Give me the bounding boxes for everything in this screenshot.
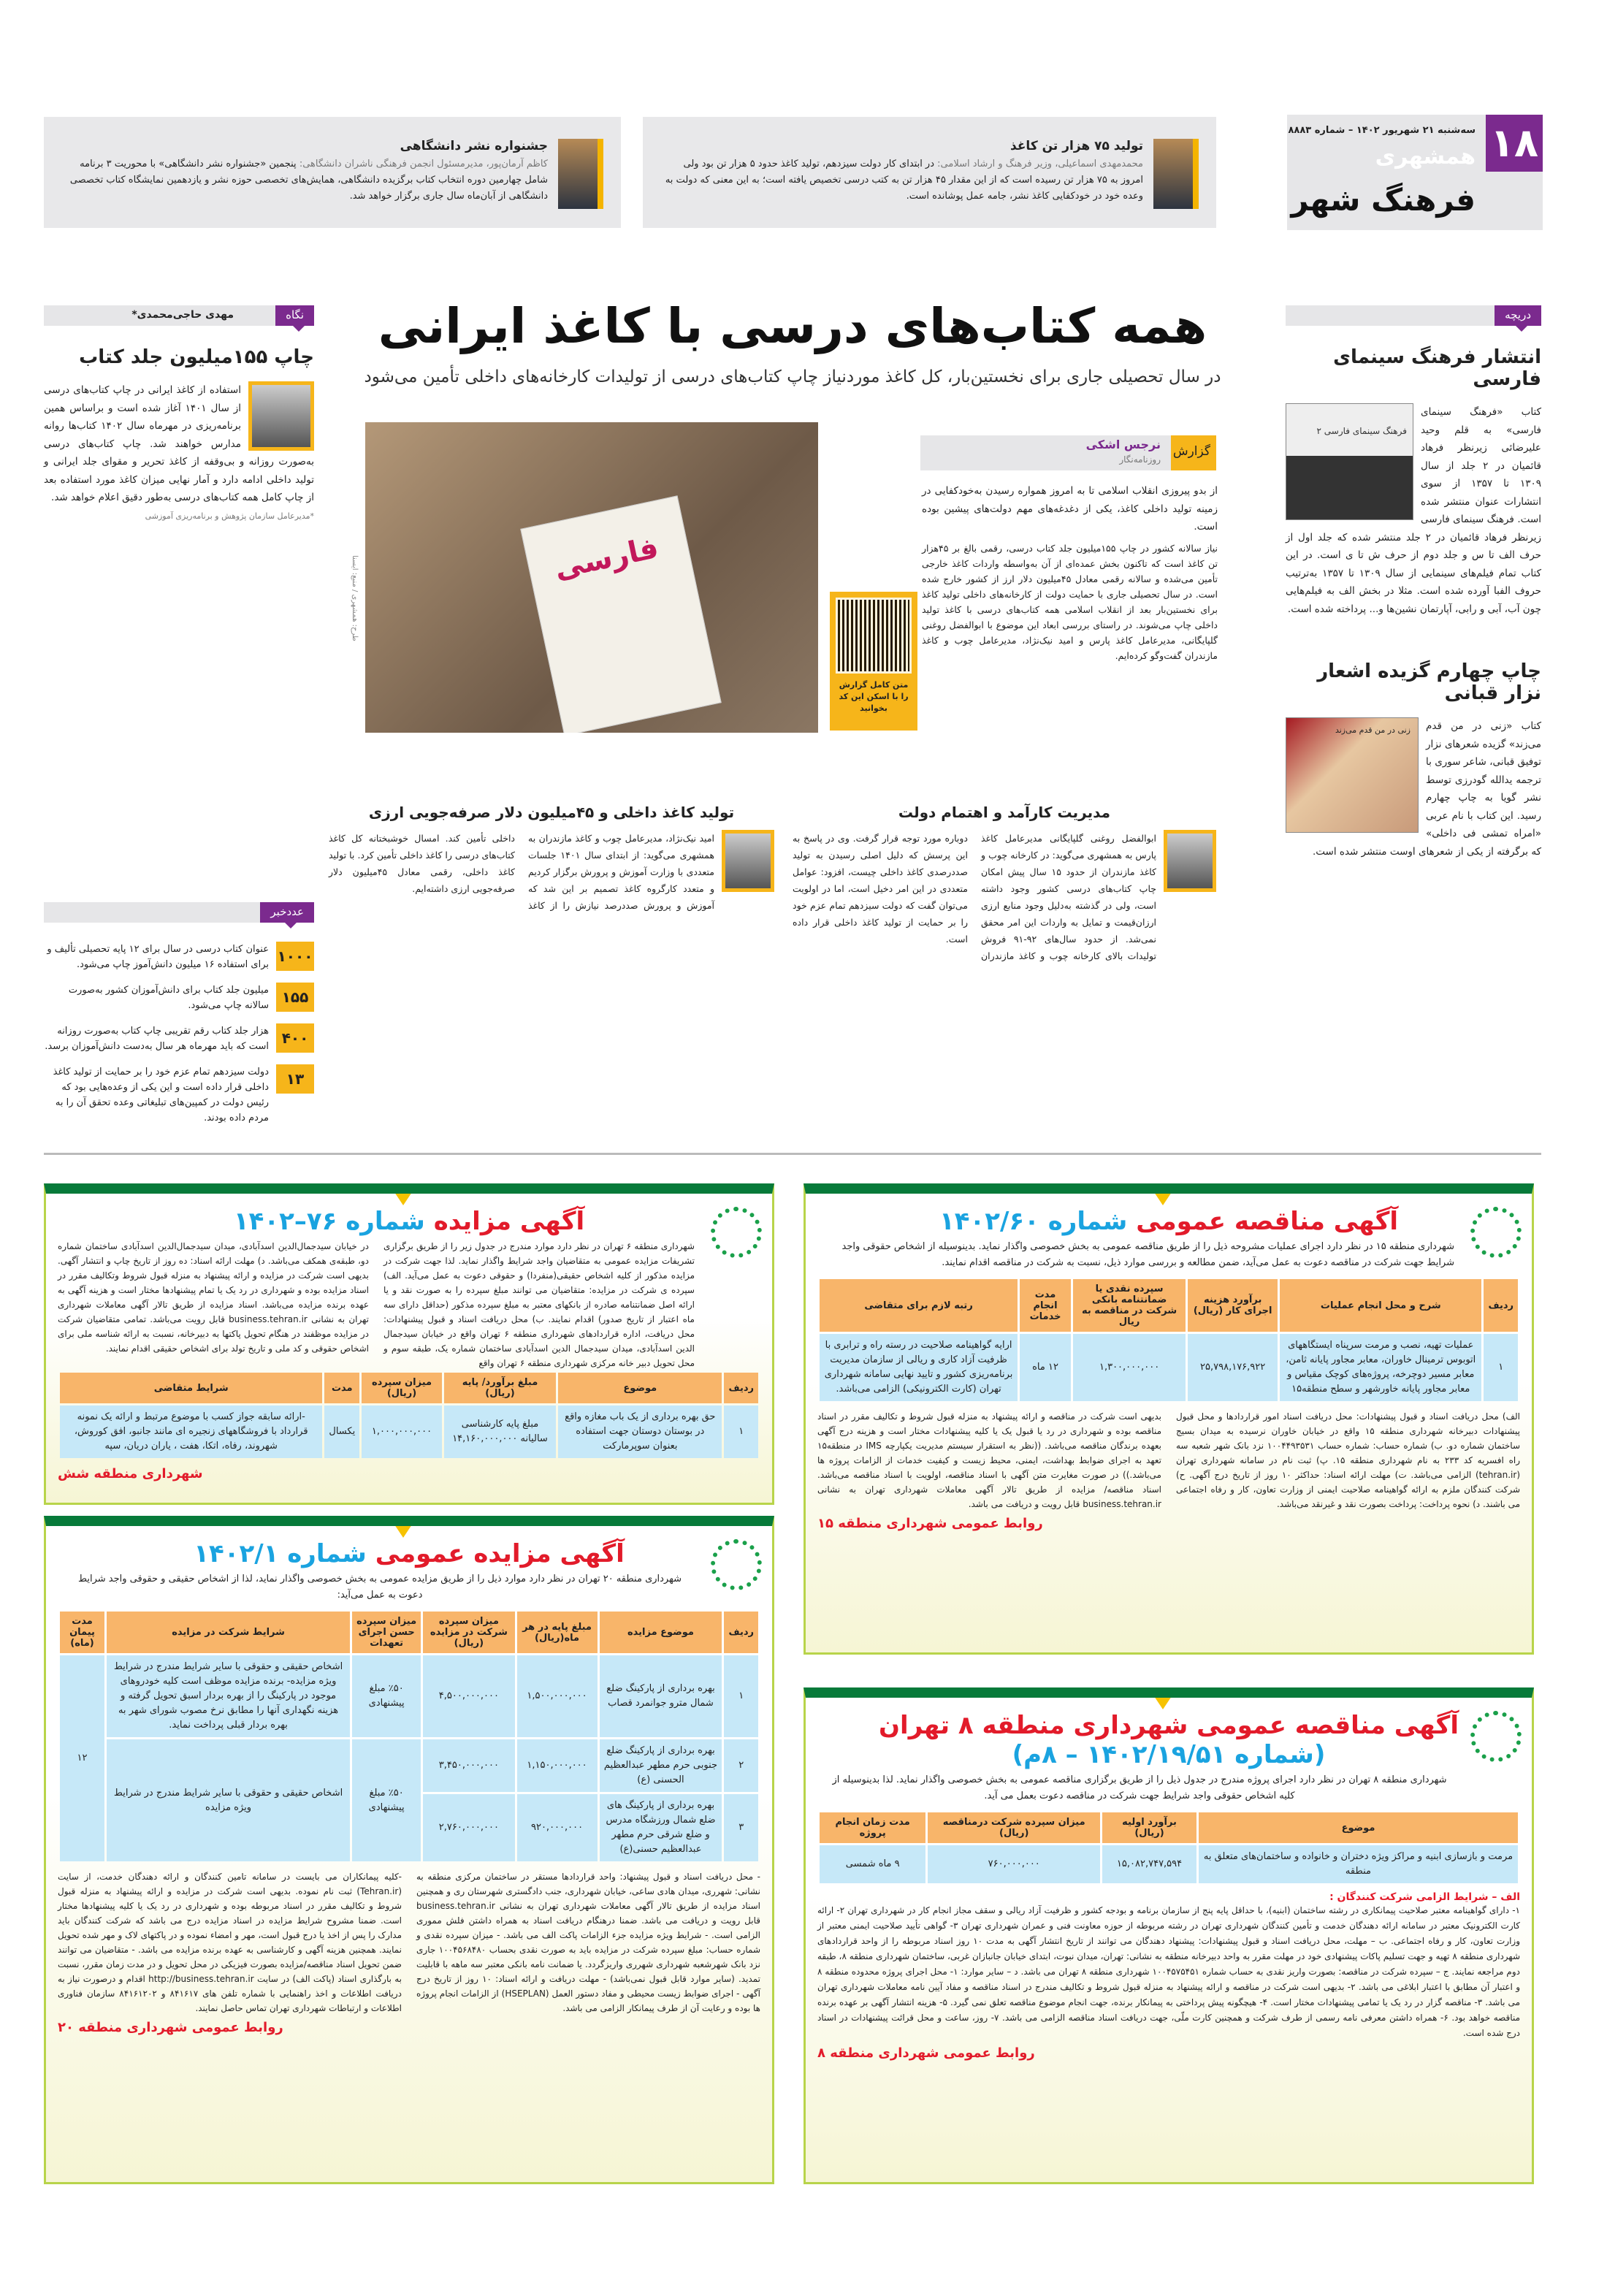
interviewee-photo [1164,830,1216,892]
interviewee-photo [722,830,774,892]
1-0: ۲ [724,1739,758,1792]
a8-cond: ۱- دارای گواهینامه معتبر صلاحیت پیمانکاری در رشته ساختمان (ابنیه)، با حداقل پایه پنج از سازمان برنامه و بودجه کشور و ظرفیت آزاد ریالی و سقف مجاز انجام کار در شهرداری تهران ۲- ارائه کارت الکترونیک معتبر در سامانه ارائه دهندگان خدمت و تأمین کنندگان شهرداری تهران در رشته مربوطه از حوزه معاونت فنی و عمران شهرداری تهران ۳- گواهی تأیید صلاحیت ایمنی معتبر از وزارت تعاون، کار و رفاه اجتماعی. ب – مهلت، محل دریافت اسناد و قبول پیشنهادات: پیشنهاد دهندگان می توانند از تاریخ انتشار آگهی به مدت ۱۰ روز اسناد مربوطه را از واحد قراردادهای شهرداری منطقه ۸ تهیه و جهت تسلیم پاکات پیشنهادی خود در مهلت مقرر به واحد دبیرخانه منطقه به نشانی: تهران، میدان نبوت، ابتدای خیابان جانبازان غربی، ساختمان شهرداری منطقه ۸، طبقه دوم مراجعه نمایند. ج – سپرده شرکت در مناقصه: بصورت واریز نقدی به حساب شماره ۱۰۰۴۵۷۵۴۵۱ شهرداری منطقه ۸ تهران می باشد. د – سایر موارد: ۱- محل اجرای پروژه محدوده منطقه ۸ و اعتبار آن مطابق با اعتبار ابلاغی می باشد. ۲- بدیهی است شرکت در مناقصه و ارائه پیشنهاد به منزله قبول شروط و تکالیف مندرج در اسناد مناقصه و مفاد آیین نامه معاملات شهرداری تهران می باشد. ۳- مناقصه گزار در رد یک یا تمامی پیشنهادات مختار است. ۴- هیچگونه پیش پرداختی به پیمانکار برنده، جهت انجام موضوع مناقصه تعلق نمی گیرد. ۵- هزینه انتشار آگهی بر عهده برنده مناقصه خواهد بود. ۶- همراه داشتن معرفی نامه رسمی از طرف شرکت و همچنین کارت ملّی، جهت دریافت اسناد مناقصه الزامی می باشد. ۷- روز، ساعت و محل قرائت پیشنهادات در اسناد درج شده است. [817,1905,1520,2038]
book-cover-image [1286,717,1419,833]
headers-3: مدت زمان انجام پروژه [820,1812,925,1843]
0-4: ٪۵۰ مبلغ پیشنهادی [352,1655,421,1737]
quote-box-paper [643,117,1216,228]
section-tag: نگاه [275,305,314,326]
quote-text: پنجمین «جشنواره نشر دانشگاهی» با محوریت ۳ برنامه شامل چهارمین دوره انتخاب کتاب برگزیده دانشگاهی، همایش‌های تخصصی حوزه نشر و یازدهمین نمایشگاه کتاب تخصصی دانشگاهی از آبان‌ماه سال جاری برگزار خواهد شد. [69,159,548,202]
left-column [44,305,314,521]
0-2: ۲۵,۷۹۸,۱۷۶,۹۲۲ [1188,1334,1278,1401]
headers-6: مدت پیمان (ماه) [60,1612,104,1653]
article-body: کتاب «فرهنگ سینمای فارسی» به قلم وحید علیرضائی زیرنظر فرهاد قائمیان در ۲ جلد از سال ۱۳۰۹ تا ۱۳۵۷ از سوی انتشارات عنوان منتشر شده است. فرهنگ سینمای فارسی زیرنظر فرهاد قائمیان در ۲ جلد منتشر شده که جلد اول از حرف الف تا س و جلد دوم از حرف ش تا ی است. در این کتاب تمام فیلم‌های سینمایی از سال ۱۳۰۹ تا ۱۳۵۷ به‌ترتیب حروف الفبا آورده شده است. مثلا در بخش الف به فیلم‌هایی چون آب، آبی و رابی، آپارتمان نشین‌ها و... پرداخته شده است. [1286,406,1542,615]
table-row [820,1334,1518,1401]
ad-tender-region15 [804,1183,1534,1655]
quote-source: محمدمهدی اسماعیلی، وزیر فرهنگ و ارشاد اسلامی: [937,159,1143,169]
ad-title [817,1207,1520,1236]
section-tag: عددخبر [260,902,314,923]
2-2: ۹۲۰,۰۰۰,۰۰۰ [517,1794,598,1861]
2-3: ۲,۷۶۰,۰۰۰,۰۰۰ [423,1794,514,1861]
ad-intro: شهرداری منطقه ۲۰ تهران در نظر دارد موارد ذیل را از طریق مزایده عمومی به بخش خصوصی واگذار نماید، لذا از اشخاص حقیقی و حقوقی واجد شرایط دعوت به عمل می‌آید: [78,1574,682,1601]
byline [920,435,1216,470]
0-2: مبلغ پایه کارشناسی سالیانه ۱۴,۱۶۰,۰۰۰,۰۰۰ [444,1406,556,1458]
ad-title [58,1207,760,1236]
number-text: هزار جلد کتاب رقم تقریبی چاپ کتاب به‌صورت روزانه است که باید مهرماه هر سال به‌دست دانش‌آموزان برسد. [45,1026,269,1052]
a6-tred: آگهی مزایده [433,1207,585,1236]
0-6: ۱۲ [60,1655,104,1861]
headers-1: موضوع مزایده [600,1612,722,1653]
ad-tender-region8 [804,1687,1534,2184]
headers-2: مبلغ برآورد/ پایه (ریال) [444,1373,556,1403]
headers-0: ردیف [1484,1279,1518,1332]
0-0: ۱ [724,1406,758,1458]
subsection-body: ابوالفضل روغنی گلپایگانی مدیرعامل کاغذ پارس به همشهری می‌گوید: در کارخانه چوب و کاغذ مازندران از حدود ۱۵ سال پیش امکان چاپ کتاب‌های درسی کشور وجود داشته است، ولی در گذشته به‌دلیل وجود منابع ارزی ارزان‌قیمت و تمایل به واردات این امر محقق نمی‌شد. از حدود سال‌های ۹۲-۹۱ فروش تولیدات بالای کارخانه چوب و کاغذ مازندران دوباره مورد توجه قرار گرفت. وی در پاسخ به این پرسش که دلیل اصلی رسیدن به تولید صددرصدی کاغذ داخلی چیست، افزود: عوامل متعددی در این امر دخیل است، اما در اولویت می‌توان گفت که دولت سیزدهم تمام عزم خود را بر حمایت از تولید کاغذ داخلی قرار داده است. [793,833,1156,961]
ad-title [817,1711,1520,1769]
number-item [44,1064,314,1126]
a6-tblue: شماره ۷۶–۱۴۰۲ [233,1207,425,1236]
subsection-savings [329,804,774,914]
subsection-title: تولید کاغذ داخلی و ۴۵میلیون دلار صرفه‌جویی ارزی [368,804,735,821]
headers-0: ردیف [724,1373,758,1403]
section-divider [44,1153,1541,1155]
right-column [1286,305,1541,861]
number-value: ۴۰۰ [276,1023,314,1053]
headers-2: میزان سپرده شرکت درمناقصه (ریال) [928,1812,1100,1843]
headers-5: شرایط متقاضی [60,1373,322,1403]
ad-signature: روابط عمومی شهرداری منطقه ۸ [817,2045,1035,2061]
0-3: ۱,۰۰۰,۰۰۰,۰۰۰ [362,1406,442,1458]
table-row [60,1739,758,1792]
0-3: ۱,۳۰۰,۰۰۰,۰۰۰ [1073,1334,1186,1401]
main-subhead: در سال تحصیلی جاری برای نخستین‌بار، کل کاغذ موردنیاز چاپ کتاب‌های درسی از تولیدات کارخانه‌های داخلی تأمین می‌شود [364,367,1221,386]
1-2: ۱,۱۵۰,۰۰۰,۰۰۰ [517,1739,598,1792]
tehran-municipality-emblem-icon [1470,1207,1522,1258]
a8-tblue: (شماره ۱۴۰۲/۱۹/۵۱ – ۸م) [1012,1740,1326,1769]
0-0: ۱ [1484,1334,1518,1401]
report-label: گزارش [1171,435,1216,470]
article-title: انتشار فرهنگ سینمای فارسی [1333,346,1541,390]
headers-4: میزان سپرده حسن اجرای تعهدات [352,1612,421,1653]
headers-4: مدت انجام خدمات [1020,1279,1071,1332]
photo-book-label: فارسی [551,530,662,586]
a6-col1: شهرداری منطقه ۶ تهران در نظر دارد موارد مندرج در جدول زیر را از طریق برگزاری تشریفات مزایده عمومی به متقاضیان واجد شرایط واگذار نماید. لذا جهت شرکت در مزایده مذکور از کلیه اشخاص حقیقی(منفردا) و حقوقی دعوت به عمل می‌آید. الف) سپرده ی شرکت در مزایده: متقاضیان می توانند مبلغ سپرده را به صورت نقد و یا ارائه اصل ضمانتنامه صادره از بانکهای معتبر به مبلغ سپرده مذکور (حداقل دارای سه ماه اعتبار از تاریخ صدور) اقدام نمایند. ب) محل دریافت اسناد و قبول پیشنهادات: محل دریافت، اداره قراردادهای شهرداری منطقه ۶ تهران واقع در خیابان سیدجمال الدین اسدآبادی، میدان سیدجمال الدین اسدآبادی ساختمان شماره یک، طبقه سوم و محل تحویل دبیر خانه مرکزی شهرداری منطقه ۶ تهران واقع [383,1241,695,1368]
0-1: بهره برداری از پارکینگ ضلع شمال مترو جوانمرد قصاب [600,1655,722,1737]
a20-col1: - محل دریافت اسناد و قبول پیشنهاد: واحد قراردادها مستقر در ساختمان مرکزی منطقه به نشانی: شهرری، میدان هادی ساعی، خیابان شهرداری، جنب دادگستری شهرستان ری و همچنین اسناد مزایده از طریق تالار آگهی معاملات شهرداری تهران به نشانی business.tehran.ir قابل رویت و دریافت می باشد. ضمنا درهنگام دریافت اسناد به همراه داشتن فلش مموری الزامی است. - شرایط ویژه مزایده جزء الزامات پاکت الف می باشد. - میزان سپرده نقدی و شماره حساب: مبلغ سپرده شرکت در مزایده باید به صورت نقدی بحساب ۱۰۰۴۵۶۸۴۸۰ جاری نزد بانک شهرشعبه شهرداری شهرری واریزگردد. یا ضمانت نامه بانکی معتبر سه ماهه با قابلیت تمدید. (سایر موارد قابل قبول نمی‌باشد) - مهلت دریافت و ارائه اسناد: ۱۰ روز از تاریخ درج آگهی - اجرای ضوابط زیست محیطی و مفاد دستور العمل (HSEPLAN) از الزامات انجام پروژه ها بوده و رعایت آن از طرف پیمانکار الزامی می باشد. [416,1872,760,2013]
tehran-municipality-emblem-icon [711,1539,762,1590]
speaker-photo [558,139,603,209]
ad-intro: شهرداری منطقه ۱۵ در نظر دارد اجرای عملیات مشروحه ذیل را از طریق مناقصه عمومی به بخش خصوصی واگذار نماید. بدینوسیله از اشخاص حقوقی واجد شرایط جهت شرکت در مناقصه دعوت به عمل می‌آید، ضمن مطالعه و بررسی موارد ذیل، نسبت به شرکت در مناقصه اقدام نمایند. [841,1241,1454,1268]
0-2: ۷۶۰,۰۰۰,۰۰۰ [928,1845,1100,1883]
0-4: یکسال [324,1406,359,1458]
article-body: کتاب «زنی در من قدم می‌زند» گزیده شعرهای نزار توفیق قبانی، شاعر سوری با ترجمه یدالله گودرزی توسط نشر گویا به چاپ چهارم رسید. این کتاب با نام عربی «امراه تمشی فی داخلی» که برگرفته از یکی از شعرهای اوست منتشر شده است. [1313,720,1541,858]
arrow-marker-icon [1154,1696,1172,1709]
0-4: ۱۲ ماه [1020,1334,1071,1401]
1-1: بهره برداری از پارکینگ ضلع جنوبی حرم مطهر عبدالعظیم الحسنی (ع) [600,1739,722,1792]
headers-3: میزان سپرده شرکت در مزایده (ریال) [423,1612,514,1653]
book-cover-title: زنی در من قدم می‌زند [1335,725,1411,735]
table-row [60,1655,758,1737]
number-value: ۱۳ [276,1064,314,1094]
a15-tblue: شماره ۱۴۰۲/۶۰ [939,1207,1128,1236]
quote-box-festival [44,117,621,228]
main-photo [365,422,818,733]
headers-0: موضوع [1199,1812,1518,1843]
report-body: نیاز سالانه کشور در چاپ ۱۵۵میلیون جلد کتاب درسی، رقمی بالغ بر ۴۵هزار تن کاغذ است که تاکنون بخش عمده‌ای از آن به‌واسطه واردات کاغذ خارجی تأمین می‌شده و سالانه رقمی معادل ۴۵میلیون دلار ارز از کشور خارج شده است. در سال تحصیلی جاری با حمایت دولت از کارخانه‌های داخلی تولید کاغذ برای نخستین‌بار بعد از انقلاب اسلامی همه کتاب‌های درسی با کاغذ تولید داخلی چاپ می‌شوند. در راستای بررسی ابعاد این موضوع با ابوالفضل روغنی گلپایگانی، مدیرعامل کاغذ پارس و امید نیک‌نژاد، مدیرعامل چوب و کاغذ مازندران گفت‌وگو کرده‌ایم. [922,542,1218,661]
ad-auction-region6 [44,1183,774,1505]
ad-title [58,1539,760,1568]
ad-signature: روابط عمومی شهرداری منطقه ۱۵ [817,1516,1043,1531]
a15-col2: بدیهی است شرکت در مناقصه و ارائه پیشنهاد به منزله قبول شروط و تکالیف مقرر در اسناد مناقصه بوده و شهرداری در رد یا قبول یک یا کلیه پیشنهادات مختار است و هزینه درج آگهی بعهده برندگان مناقصه می‌باشد. ((نظر به استقرار سیستم مدیریت یکپارچه IMS در منطقه۱۵ تعهد به اجرای ضوابط بهداشت، ایمنی، محیط زیست و کیفیت خدمات از الزامات پروژه ها می‌باشد.)) در صورت مغایرت متن آگهی با اسناد مناقصه، اولویت با اسناد مناقصه می‌باشد. اسناد مناقصه/ مزایده از طریق تالار آگهی معاملات شهرداری تهران به نشانی business.tehran.ir قابل رویت و دریافت می باشد. [817,1411,1161,1509]
0-3: ۴,۵۰۰,۰۰۰,۰۰۰ [423,1655,514,1737]
ad-table [58,1609,760,1864]
0-5: -ارائه سابقه جواز کسب با موضوع مرتبط و ارائه یک نمونه قرارداد با فروشگاههای زنجیره ای مانند جانبو، افق کوروش، شهروند، رفاه، اتکا، هفت ، یاران دریان، سپه [60,1406,322,1458]
a20-col2: -کلیه پیمانکاران می بایست در سامانه تامین کنندگان و ارائه دهندگان خدمت، از سایت (Tehran.ir) ثبت نام نموده. بدیهی است شرکت در مزایده و ارائه پیشنهاد به منزله قبول شروط و تکالیف مقرر در اسناد مربوطه بوده و شهرداری در رد یک یا کلیه پیشنهادها مختار است. ضمنا مشروح شرایط مزایده در اسناد مزایده درج می باشد که شرکت کنندگان باید مدارک را پس از اخذ یا درج قبول است، مهر و امضاء نموده و در پاکتهای لاک و مهر شده تحویل نمایند. همچنین هزینه آگهی و کارشناسی به عهده برنده مزایده می باشد. - متقاضیان می توانند ضمن تحویل اسناد مناقصه/مزایده بصورت فیزیکی در محل تحویل و در مدت زمان مقرر، نسبت به بارگذاری اسناد (پاکت الف) در سایت http://business.tehran.ir اقدام و درصورت نیاز به دریافت اطلاعات و اخذ راهنمایی با شماره تلفن های ۸۴۱۶۱۷ و ۸۴۱۶۱۲۰۲ سازمان فناوری اطلاعات و ارتباطات شهرداری تهران تماس حاصل نمایند. [58,1872,402,2013]
minister-photo [1153,139,1199,209]
headers-2: مبلغ پایه در هر ماه(ریال) [517,1612,598,1653]
subsection-title: مدیریت کارآمد و اهتمام دولت [898,804,1111,821]
masthead [1287,115,1543,230]
lead-paragraph: از بدو پیروزی انقلاب اسلامی تا به امروز همواره رسیدن به‌خودکفایی در زمینه تولید داخلی کاغذ، یکی از دغدغه‌های مهم دولت‌های پیشین بوده است. [922,485,1218,533]
number-text: میلیون جلد کتاب برای دانش‌آموزان کشور به‌صورت سالانه چاپ می‌شود. [68,985,269,1011]
number-text: عنوان کتاب درسی در سال برای ۱۲ پایه تحصیلی تألیف و برای استفاده ۱۶ میلیون دانش‌آموز چاپ می‌شود. [47,944,269,970]
column-author: مهدی حاجی‌محمدی* [131,309,234,321]
a20-tred: آگهی مزایده عمومی [375,1539,625,1568]
1-4: ٪۵۰ مبلغ پیشنهادی [352,1739,421,1861]
table-row [60,1406,758,1458]
headers-4: مدت [324,1373,359,1403]
headers-3: میزان سپرده (ریال) [362,1373,442,1403]
table-row [820,1845,1518,1883]
number-text: دولت سیزدهم تمام عزم خود را بر حمایت از تولید کاغذ داخلی قرار داده است و این یکی از وعده‌هایی بود که رئیس دولت در کمپین‌های تبلیغاتی وعده تحقق آن را به مردم داده بودند. [53,1067,269,1124]
subsection-body: امید نیک‌نژاد، مدیرعامل چوب و کاغذ مازندران به همشهری می‌گوید: از ابتدای سال ۱۴۰۱ جلسات متعددی با وزارت آموزش و پرورش برگزار کردیم و متعدد کارگروه کاغذ تصمیم بر این شد که آموزش و پرورش صددرصد نیازش را از کاغذ داخلی تأمین کند. امسال خوشبختانه کل کاغذ کتاب‌های درسی را کاغذ داخلی تأمین کرد. با تولید کاغذ داخلی، رقمی معادل ۴۵میلیون دلار صرفه‌جویی ارزی داشته‌ایم. [329,833,714,911]
headers-5: شرایط شرکت در مزایده [107,1612,350,1653]
0-3: ۹ ماه شمسی [820,1845,925,1883]
headers-1: موضوع [558,1373,722,1403]
qr-box [830,592,917,731]
number-value: ۱۰۰۰ [276,942,314,971]
quote-source: کاظم آرمان‌پور، مدیرمسئول انجمن فرهنگی ناشران دانشگاهی: [299,159,548,169]
paper-logo: همشهری [1375,144,1476,169]
0-5: ارایه گواهینامه صلاحیت در رسته راه و ترابری با ظرفیت آزاد کاری و ریالی از سازمان مدیریت برنامه‌ریزی کشور و تایید نهایی سامانه شهرداری تهران (کارت الکترونیکی) الزامی می‌باشد. [820,1334,1018,1401]
number-item [44,983,314,1013]
headers-5: رتبه لازم برای متقاضی [820,1279,1018,1332]
a8-tred: آگهی مناقصه عمومی شهرداری منطقه ۸ تهران [879,1711,1459,1740]
ad-intro: شهرداری منطقه ۸ تهران در نظر دارد اجرای پروژه مندرج در جدول ذیل را از طریق برگزاری مناقصه عمومی به بخش خصوصی واگذار نماید. لذا بدینوسیله از کلیه اشخاص حقوقی واجد شرایط جهت شرکت در مناقصه دعوت بعمل می آید. [832,1774,1447,1801]
arrow-marker-icon [394,1192,412,1205]
main-headline: همه کتاب‌های درسی با کاغذ ایرانی [378,298,1207,354]
headers-2: برآورد هزینه اجرای کار (ریال) [1188,1279,1278,1332]
2-1: بهره برداری از پارکینگ های ضلع شمال ورزشگاه مدرس و ضلع شرقی حرم مطهر عبدالعظیم حسنی(ع) [600,1794,722,1861]
headers-3: سپرده نقدی یا ضمانتنامه بانکی شرکت در مناقصه به ریال [1073,1279,1186,1332]
ad-signature: شهرداری منطقه شش [58,1466,203,1481]
ad-auction-region20 [44,1516,774,2184]
0-0: ۱ [724,1655,758,1737]
a20-tblue: شماره ۱۴۰۲/۱ [194,1539,367,1568]
arrow-marker-icon [1154,1192,1172,1205]
book-cover-image [1286,403,1413,520]
a8-condtitle: الف – شرایط الزامی شرکت کنندگان : [1329,1891,1520,1903]
tehran-municipality-emblem-icon [711,1207,762,1258]
issue-date: سه‌شنبه ۲۱ شهریور ۱۴۰۲ – شماره ۸۸۸۳ [1288,125,1476,136]
report-column [922,482,1218,663]
page-number: ۱۸ [1486,115,1543,172]
article-title: چاپ چهارم گزیده اشعار نزار قبانی [1317,660,1541,704]
column-body: استفاده از کاغذ ایرانی در چاپ کتاب‌های درسی از سال ۱۴۰۱ آغاز شده است و براساس همین برنامه‌ریزی در مهرماه سال ۱۴۰۲ کتاب‌ها روانه مدارس خواهند شد. چاپ کتاب‌های درسی به‌صورت روزانه و بی‌وقفه از کاغذ تحریر و مقوای جلد ایرانی و تولید داخلی ادامه دارد و آمار نهایی میزان کاغذ مورد استفاده بعد از چاپ کامل همه کتاب‌های درسی به‌طور دقیق اعلام خواهد شد. [44,384,314,503]
column-title: چاپ ۱۵۵میلیون جلد کتاب [79,346,314,368]
photo-credit: طرح: همشهری / منبع: ایسنا [351,555,359,641]
column-footnote: *مدیرعامل سازمان پژوهش و برنامه‌ریزی آموزشی [145,511,314,521]
0-1: حق بهره برداری از یک باب مغازه واقع در بوستان دوستان جهت استفاده بعنوان سوپرمارکت [558,1406,722,1458]
quote-title: تولید ۷۵ هزار تن کاغذ [1010,139,1143,153]
author-name: نرجس اشکی [1085,438,1161,451]
qr-code[interactable] [836,598,912,674]
0-1: عملیات تهیه، نصب و مرمت سرپناه ایستگاههای اتوبوس ترمینال خاوران، معابر مجاور پایانه ثامن، معابر مسیر دوچرخه، پروژه‌های کوچک مقیاس و معابر مجاور پایانه خاورشهر و سطح منطقه۱۵ [1280,1334,1481,1401]
arrow-marker-icon [394,1525,412,1538]
headers-1: برآورد اولیه (ریال) [1102,1812,1196,1843]
0-5: اشخاص حقیقی و حقوقی با سایر شرایط مندرج در شرایط ویژه مزایده- برنده مزایده موظف است کلیه خودروهای موجود در پارکینگ را از بهره بردار اسبق تحویل گرفته و هزینه نگهداری آنها را مطابق نرخ مصوب شورای شهر به بهره بردار قبلی پرداخت نماید. [107,1655,350,1737]
quote-text: در ابتدای کار دولت سیزدهم، تولید کاغذ حدود ۵ هزار تن بود ولی امروز به ۷۵ هزار تن رسیده است که از این مقدار ۴۵ هزار تن به کتب درسی تخصیص یافته است؛ به این معنی که دولت به وعده خود در خودکفایی کاغذ نشر، جامه عمل پوشانده است. [665,159,1143,202]
0-2: ۱,۵۰۰,۰۰۰,۰۰۰ [517,1655,598,1737]
section-logo: فرهنگ شهر [1291,182,1476,218]
subsection-management [793,804,1216,964]
ad-table [817,1810,1520,1885]
number-item [44,942,314,972]
a15-tred: آگهی مناقصه عمومی [1136,1207,1399,1236]
numbers-box [44,902,314,1136]
author-role: روزنامه‌نگار [1119,454,1161,465]
2-0: ۳ [724,1794,758,1861]
1-5: اشخاص حقیقی و حقوقی با سایر شرایط مندرج در شرایط ویژه مزایده [107,1739,350,1861]
qr-caption: متن کامل گزارش را با اسکن این کد بخوانید [839,680,909,713]
number-item [44,1023,314,1054]
quote-title: جشنواره نشر دانشگاهی [400,139,548,153]
number-value: ۱۵۵ [276,983,314,1012]
book-cover-title: فرهنگ سینمای فارسی ۲ [1316,426,1407,436]
a15-col1: الف) محل دریافت اسناد و قبول پیشنهادات: محل دریافت اسناد امور قراردادها و محل قبول پیشنهادات دبیرخانه شهرداری منطقه ۱۵ واقع در خیابان خاوران نرسیده به میدان بسیج ساختمان شماره دو. ب) شماره حساب: شماره حساب ۱۰۰۴۴۹۳۵۳۱ نزد بانک شهر شعبه سه راه افسریه کد ۲۳۳ به نام شهرداری منطقه ۱۵. پ) ثبت نام در سامانه شهرداری تهران (tehran.ir) الزامی می‌باشد. ت) مهلت ارائه اسناد: حداکثر ۱۰ روز از تاریخ درج آگهی. ح) شرکت کنندگان ملزم به ارائه گواهینامه صلاحیت ایمنی از وزارت تعاون، کار و رفاه اجتماعی می باشند. د) نحوه پرداخت: پرداخت بصورت نقد و غیرنقد می‌باشد. [1176,1411,1521,1509]
a6-col2: در خیابان سیدجمال‌الدین اسدآبادی، میدان سیدجمال‌الدین اسدآبادی ساختمان شماره دو، طبقه‌ی همکف می‌باشد. د) مهلت ارائه اسناد: ده روز از تاریخ چاپ و انتشار آگهی. بدیهی است شرکت در مزایده و ارائه پیشنهاد به منزله قبول شروط وتکالیف مقرر در اسناد مزایده بوده و شهرداری در رد یک یا تمام پیشنهادها مختار است و هزینه آگهی به عهده برنده مزایده می‌باشد. اسناد مزایده از طریق تالار آگهی معاملات شهرداری تهران به نشانی business.tehran.ir قابل رویت می‌باشد. تمامی متقاضیان شرکت در مزایده موظفند در هنگام تحویل پاکتها به دبیرخانه، نسبت به ارائه شناسه ملی برای اشخاص حقوقی و کد ملی و تاریخ تولد برای اشخاص حقیقی اقدام نمایند. [58,1241,369,1354]
1-3: ۳,۴۵۰,۰۰۰,۰۰۰ [423,1739,514,1792]
0-0: مرمت و بازسازی ابنیه و مراکز ویژه دختران و خانواده و ساختمان‌های متعلق به منطقه [1199,1845,1518,1883]
headers-1: شرح و محل انجام عملیات [1280,1279,1481,1332]
ad-signature: روابط عمومی شهرداری منطقه ۲۰ [58,2020,283,2035]
tehran-municipality-emblem-icon [1470,1711,1522,1762]
ad-table [817,1277,1520,1403]
ad-table [58,1370,760,1460]
headers-0: ردیف [724,1612,758,1653]
author-photo [248,381,314,451]
section-tag: دریچه [1495,305,1541,326]
0-1: ۱۵,۰۸۲,۷۴۷,۵۹۴ [1102,1845,1196,1883]
